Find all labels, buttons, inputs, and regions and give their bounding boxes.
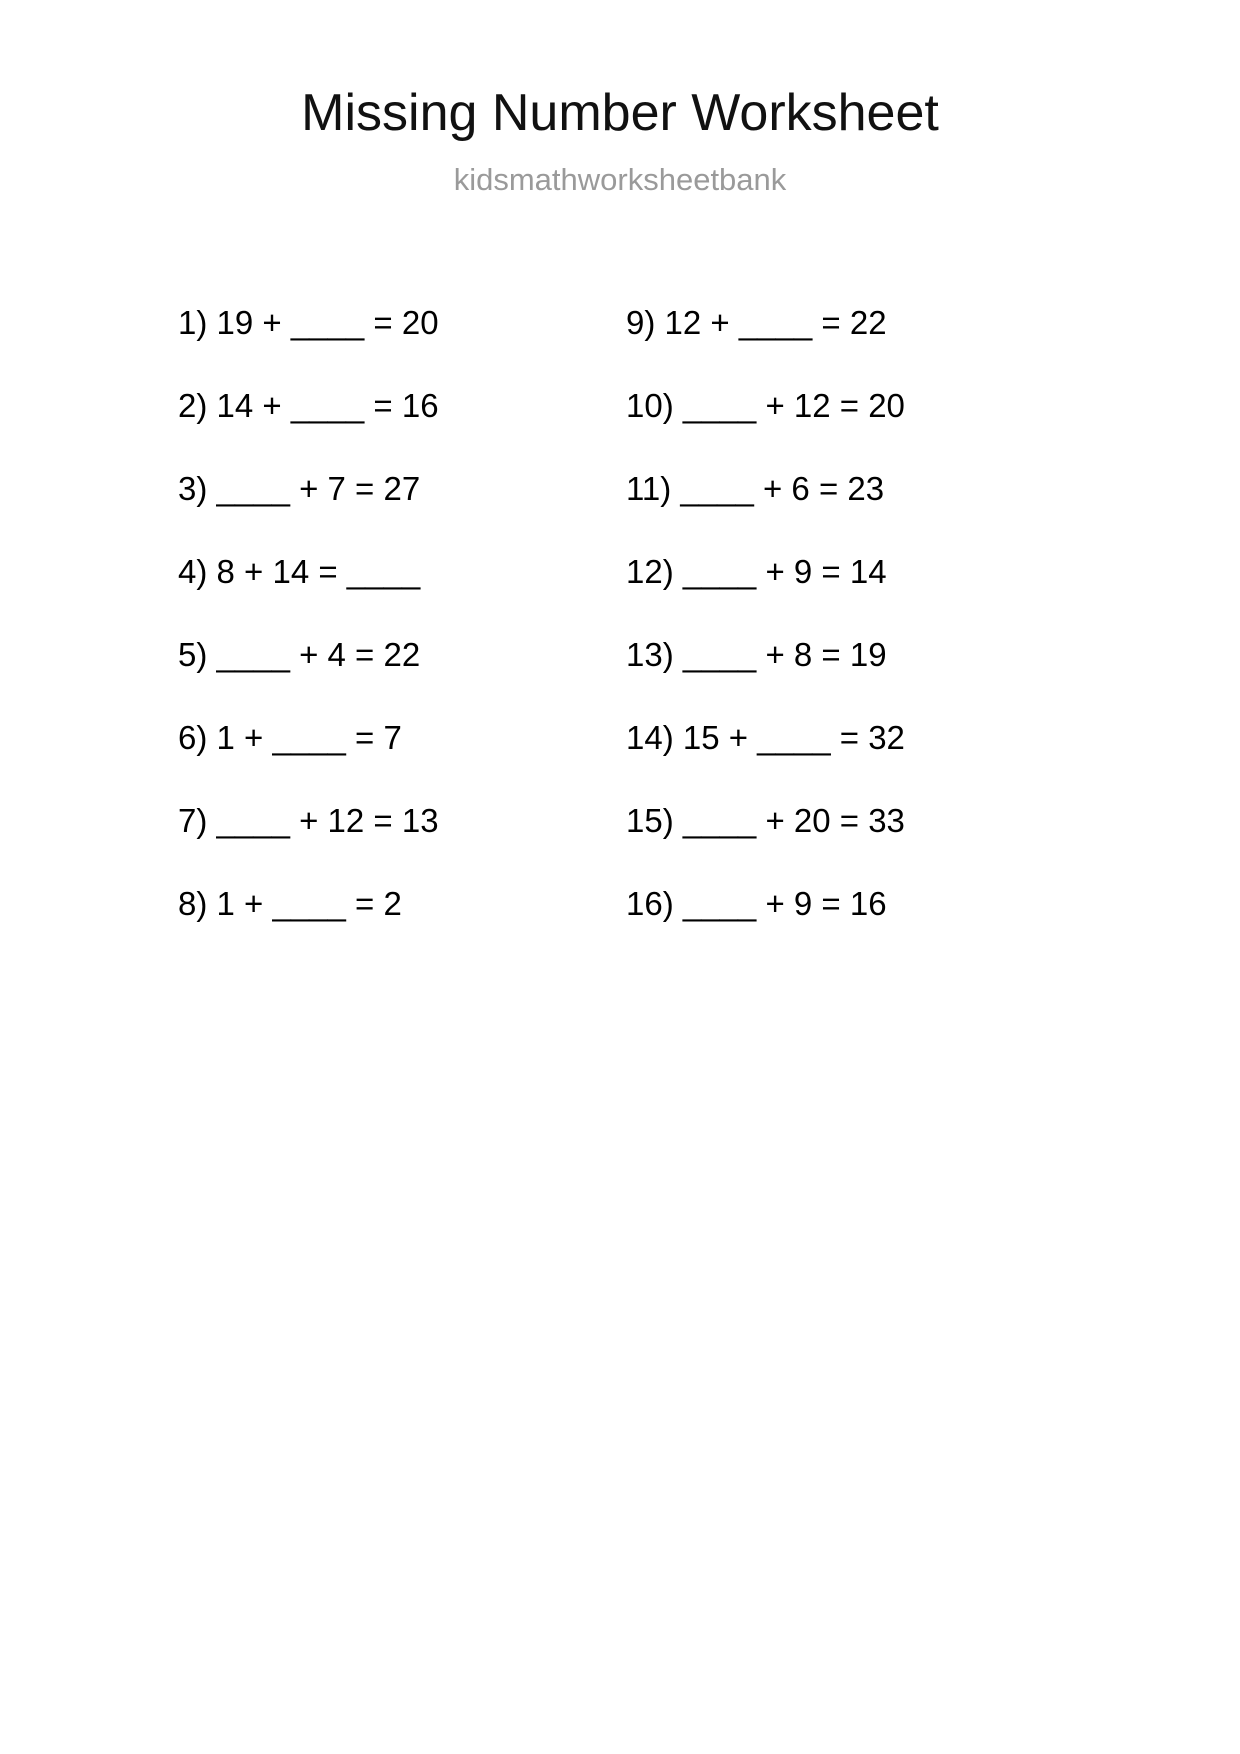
problem-item: 4) 8 + 14 = ____ [178,552,421,590]
problem-item: 9) 12 + ____ = 22 [626,303,887,341]
problem-item: 5) ____ + 4 = 22 [178,635,421,673]
problem-item: 10) ____ + 12 = 20 [626,386,905,424]
problem-column-right [626,281,1046,945]
problem-item: 13) ____ + 8 = 19 [626,635,887,673]
problem-item: 14) 15 + ____ = 32 [626,718,905,756]
problem-item: 15) ____ + 20 = 33 [626,801,905,839]
problem-item: 1) 19 + ____ = 20 [178,303,439,341]
page-title: Missing Number Worksheet [301,84,939,142]
problem-item: 3) ____ + 7 = 27 [178,469,421,507]
problem-item: 7) ____ + 12 = 13 [178,801,439,839]
problem-grid [0,281,1240,945]
problem-item: 8) 1 + ____ = 2 [178,884,402,922]
page-subtitle: kidsmathworksheetbank [453,161,787,197]
problem-item: 16) ____ + 9 = 16 [626,884,887,922]
problem-item: 2) 14 + ____ = 16 [178,386,439,424]
problem-item: 11) ____ + 6 = 23 [626,469,885,507]
problem-item: 6) 1 + ____ = 7 [178,718,402,756]
problem-item: 12) ____ + 9 = 14 [626,552,887,590]
problem-column-left [178,281,626,945]
